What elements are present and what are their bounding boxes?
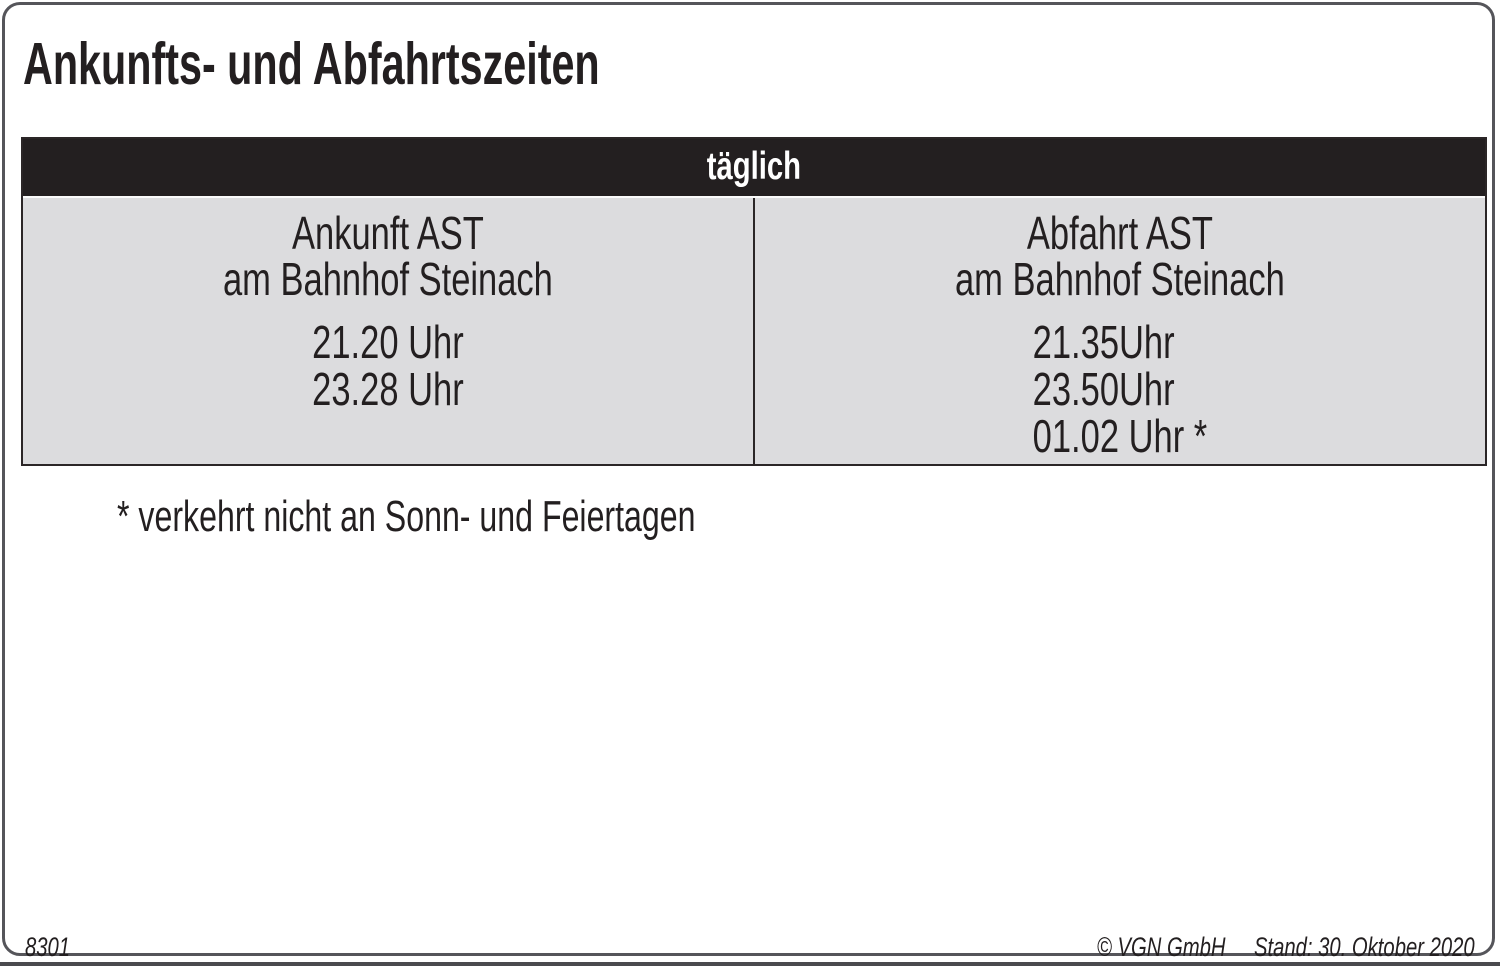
departure-column-title-line2: am Bahnhof Steinach [955, 253, 1285, 305]
line-number-text: 8301 [25, 932, 71, 962]
timetable-card [2, 2, 1495, 962]
departure-column [755, 198, 1485, 464]
departure-time-row: 23.50Uhr [1032, 363, 1175, 415]
departure-time-row: 21.35Uhr [1032, 316, 1175, 368]
arrival-column-title-line1: Ankunft AST [292, 207, 484, 259]
arrival-time-row: 21.20 Uhr [312, 316, 464, 368]
page-title-text: Ankunfts- und Abfahrtszeiten [23, 31, 600, 97]
departure-column-content [955, 207, 1285, 462]
arrival-times [312, 316, 464, 415]
copyright-text: © VGN GmbH [1097, 932, 1226, 962]
departure-time-row: 01.02 Uhr * [1032, 410, 1208, 462]
timetable-table [21, 137, 1487, 466]
stand-date-text: Stand: 30. Oktober 2020 [1254, 932, 1475, 962]
table-header-daily [23, 139, 1485, 196]
departure-column-title-line1: Abfahrt AST [1026, 207, 1213, 259]
line-number [25, 933, 85, 963]
arrival-time-row: 23.28 Uhr [312, 363, 464, 415]
arrival-column-content [223, 207, 553, 415]
footer-credits-text [1097, 933, 1475, 963]
arrival-column [23, 198, 755, 464]
table-body [23, 196, 1485, 464]
page-title [23, 31, 847, 97]
table-header-label: täglich [706, 145, 802, 188]
footnote [117, 493, 909, 541]
footnote-text: * verkehrt nicht an Sonn- und Feiertagen [117, 492, 696, 541]
arrival-column-title-line2: am Bahnhof Steinach [223, 253, 553, 305]
footer-credits [971, 933, 1475, 963]
bottom-rule [0, 962, 1500, 966]
departure-times [1032, 316, 1208, 462]
